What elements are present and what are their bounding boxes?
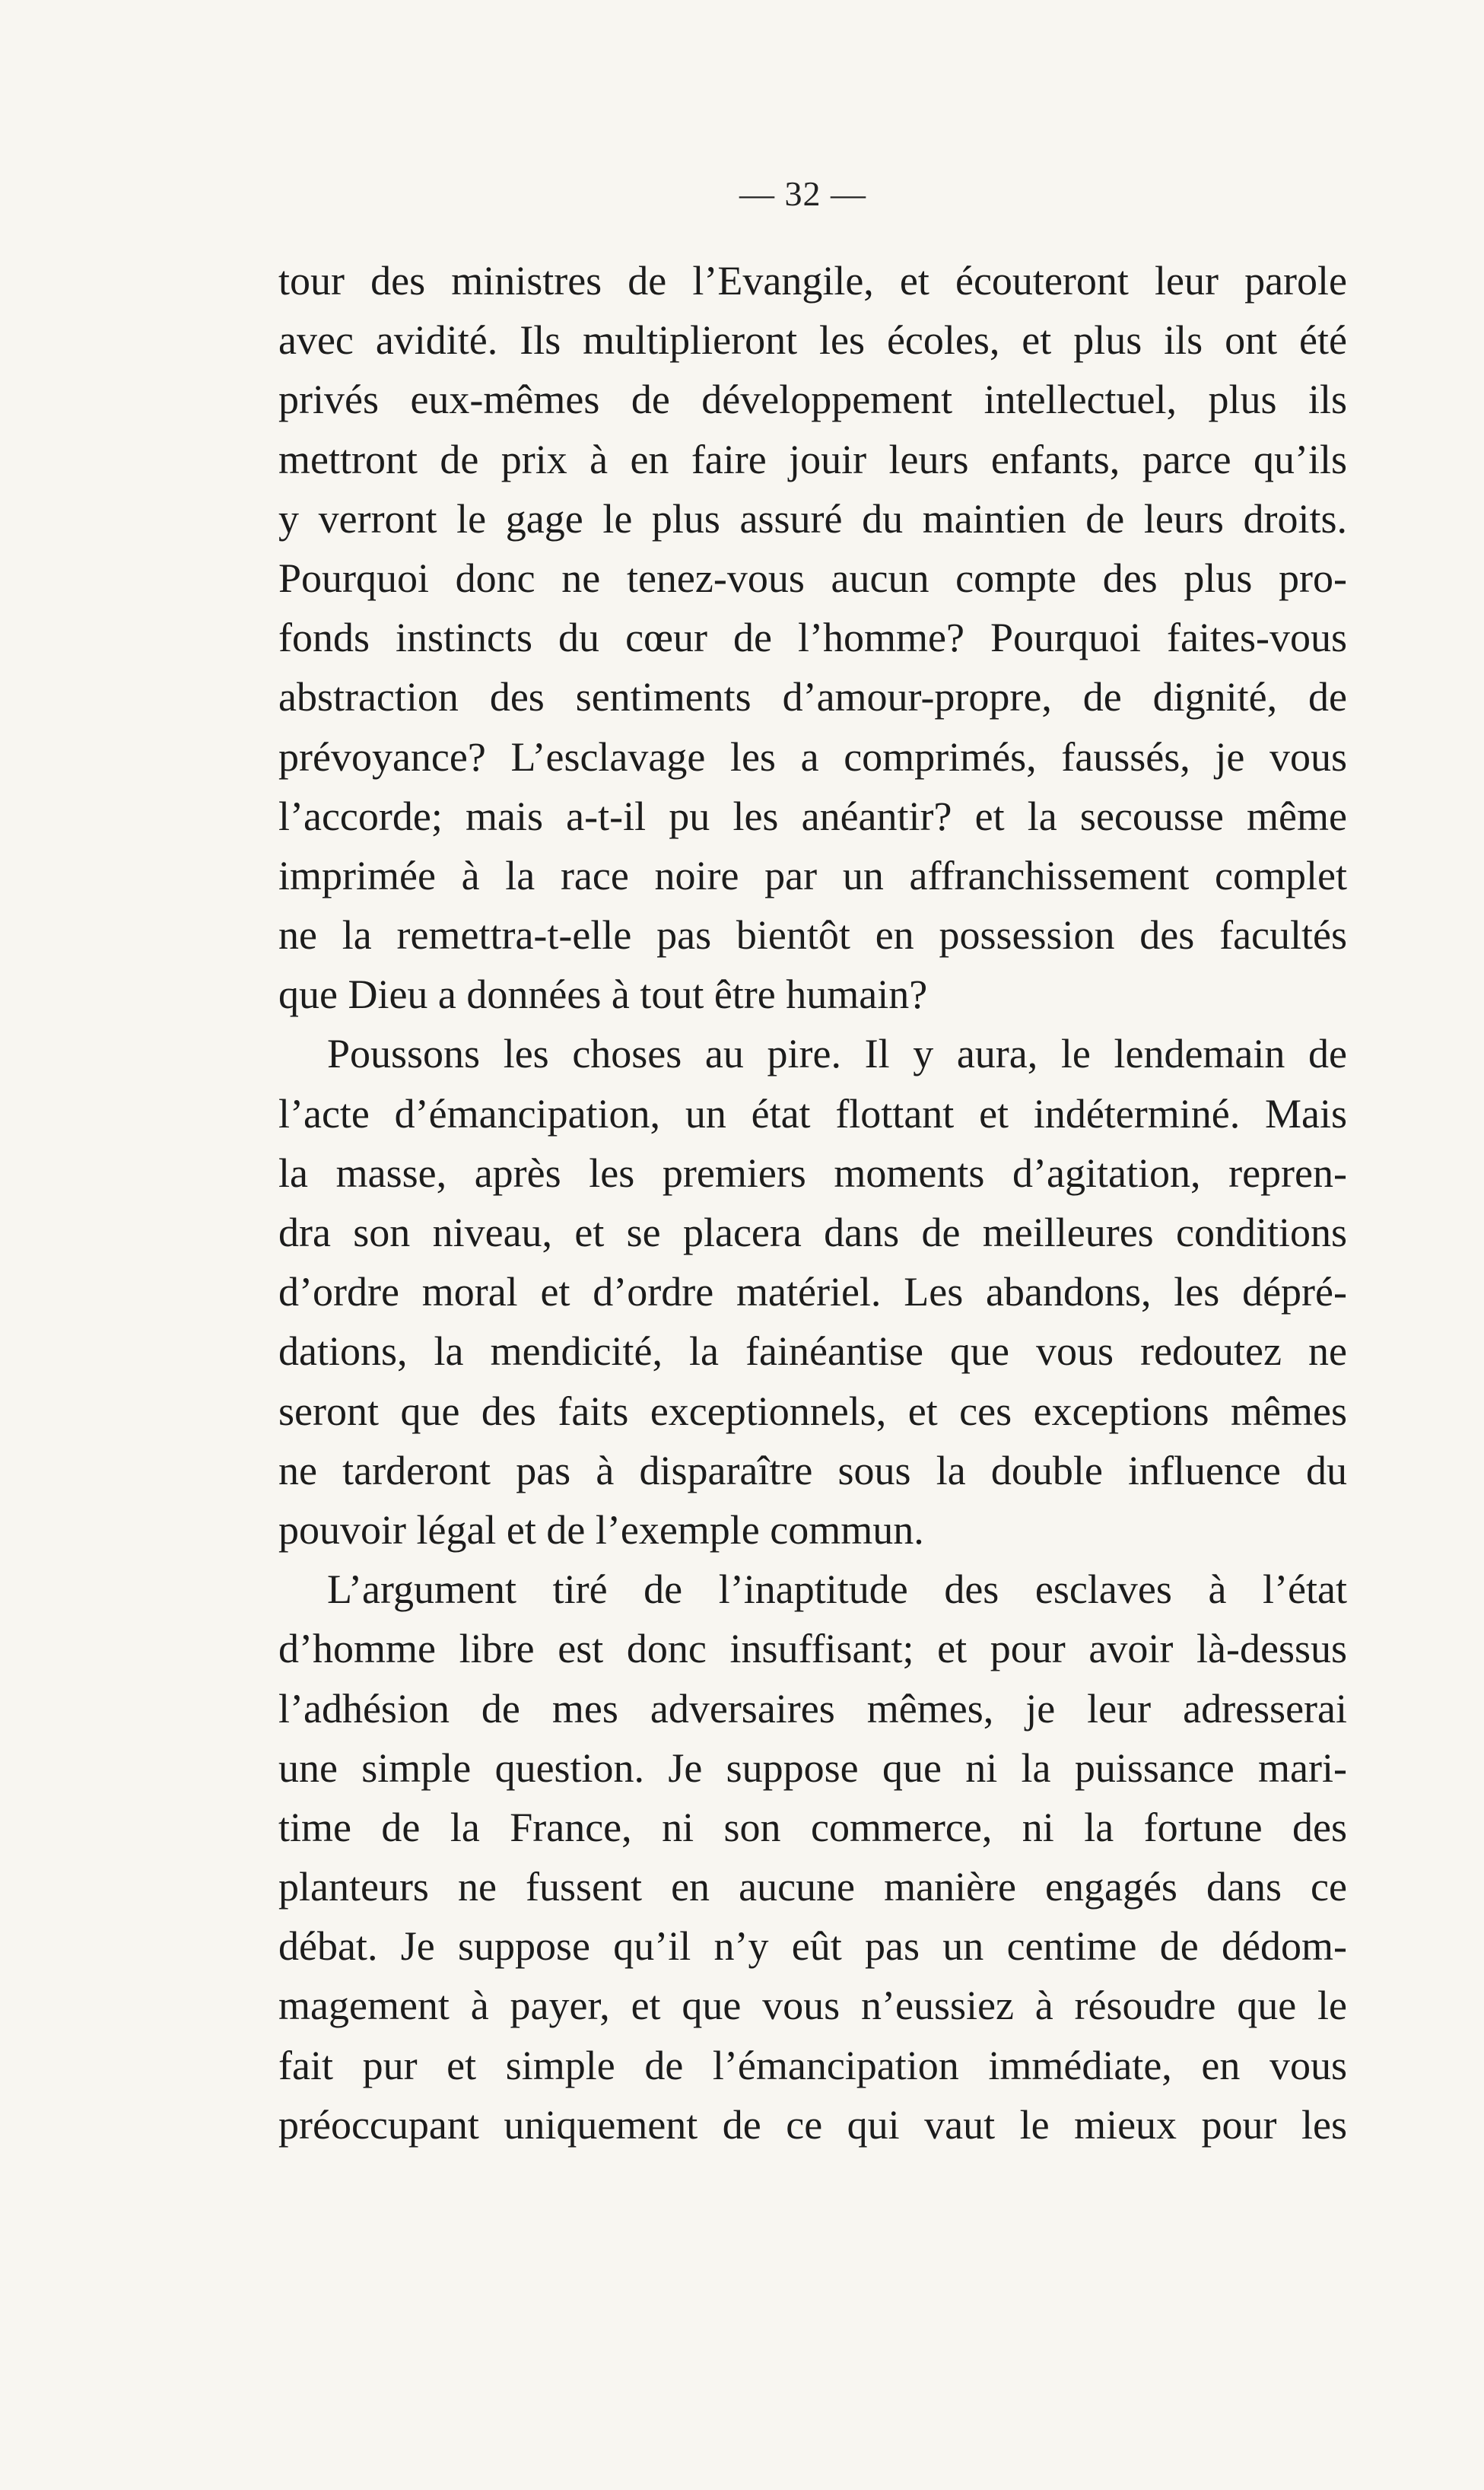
page-number: — 32 —	[739, 174, 866, 213]
text-line: d’ordre moral et d’ordre matériel. Les abandons, les dépré-	[278, 1269, 1347, 1315]
paragraph	[278, 1024, 1347, 1560]
text-line: une simple question. Je suppose que ni la puissance mari-	[278, 1744, 1347, 1791]
text-line: l’adhésion de mes adversaires mêmes, je leur adresserai	[278, 1685, 1347, 1732]
body-text	[278, 251, 1347, 2155]
text-line: avec avidité. Ils multiplieront les écoles, et plus ils ont été	[278, 317, 1347, 364]
text-line: L’argument tiré de l’inaptitude des esclaves à l’état	[327, 1566, 1347, 1613]
text-line: prévoyance? L’esclavage les a comprimés, faussés, je vous	[278, 733, 1347, 780]
text-line: fait pur et simple de l’émancipation immédiate, en vous	[278, 2042, 1347, 2088]
text-line: seront que des faits exceptionnels, et ces exceptions mêmes	[278, 1388, 1347, 1434]
text-line: planteurs ne fussent en aucune manière engagés dans ce	[278, 1864, 1347, 1910]
text-line: abstraction des sentiments d’amour-propre, de dignité, de	[278, 674, 1347, 720]
text-line: débat. Je suppose qu’il n’y eût pas un centime de dédom-	[278, 1923, 1347, 1970]
text-line: dations, la mendicité, la fainéantise que vous redoutez ne	[278, 1328, 1347, 1375]
text-line: la masse, après les premiers moments d’agitation, repren-	[278, 1150, 1347, 1196]
text-line: y verront le gage le plus assuré du maintien de leurs droits.	[278, 495, 1347, 542]
text-line: tour des ministres de l’Evangile, et écouteront leur parole	[278, 258, 1347, 304]
text-line: time de la France, ni son commerce, ni la fortune des	[278, 1804, 1347, 1850]
text-line: imprimée à la race noire par un affranchissement complet	[278, 852, 1347, 898]
text-line: l’acte d’émancipation, un état flottant et indéterminé. Mais	[278, 1090, 1347, 1137]
text-line: ne tarderont pas à disparaître sous la double influence du	[278, 1447, 1347, 1493]
text-line: mettront de prix à en faire jouir leurs enfants, parce qu’ils	[278, 436, 1347, 482]
text-line: dra son niveau, et se placera dans de meilleures conditions	[278, 1210, 1347, 1255]
text-line: préoccupant uniquement de ce qui vaut le mieux pour les	[278, 2101, 1347, 2148]
text-line: d’homme libre est donc insuffisant; et pour avoir là-dessus	[278, 1626, 1347, 1672]
text-line: ne la remettra-t-elle pas bientôt en possession des facultés	[278, 912, 1347, 959]
text-line: pouvoir légal et de l’exemple commun.	[278, 1506, 924, 1553]
text-line: fonds instincts du cœur de l’homme? Pourquoi faites-vous	[278, 615, 1347, 661]
paragraph	[278, 251, 1347, 1024]
text-line: Poussons les choses au pire. Il y aura, le lendemain de	[327, 1031, 1347, 1077]
text-line: que Dieu a données à tout être humain?	[278, 972, 928, 1018]
text-line: Pourquoi donc ne tenez-vous aucun compte des plus pro-	[278, 555, 1347, 601]
text-line: l’accorde; mais a-t-il pu les anéantir? et la secousse même	[278, 793, 1347, 839]
text-line: privés eux-mêmes de développement intellectuel, plus ils	[278, 377, 1347, 423]
paragraph	[278, 1560, 1347, 2155]
text-line: magement à payer, et que vous n’eussiez à résoudre que le	[278, 1983, 1347, 2029]
